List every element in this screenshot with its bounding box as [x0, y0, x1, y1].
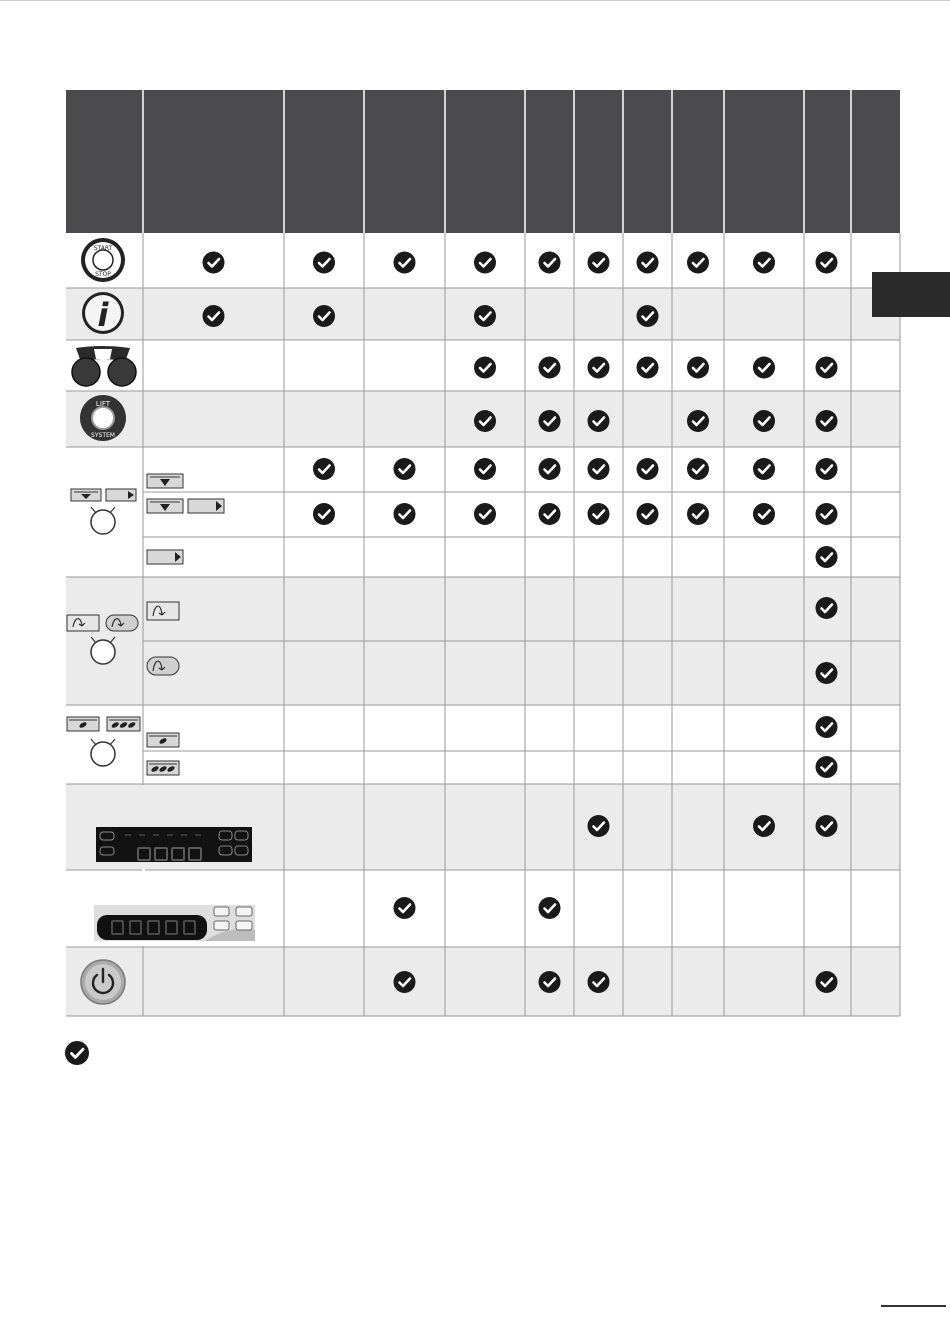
check-icon: [753, 458, 775, 480]
bottle-capsules-icon: [72, 346, 136, 386]
check-icon: [474, 503, 496, 525]
page-number-rule: [881, 1305, 946, 1307]
digital-control-panel-icon: [96, 827, 252, 862]
check-icon: [816, 716, 838, 738]
water-level-selector-icon: [71, 489, 136, 534]
check-icon: [313, 252, 335, 274]
check-icon: [474, 252, 496, 274]
info-button-icon: [82, 292, 124, 334]
check-icon: [687, 503, 709, 525]
check-icon: [753, 357, 775, 379]
water-level-low-key-icon: [147, 474, 183, 488]
check-icon: [539, 357, 561, 379]
check-icon: [539, 971, 561, 993]
check-icon: [753, 252, 775, 274]
water-level-both-keys-icon: [147, 499, 224, 513]
check-icon: [394, 971, 416, 993]
check-icon: [816, 756, 838, 778]
check-icon: [539, 503, 561, 525]
check-icon: [816, 815, 838, 837]
check-icon: [687, 410, 709, 432]
row-bg-curve_single: [66, 577, 900, 641]
curve-oval-key-icon: [147, 657, 179, 675]
check-icon: [816, 458, 838, 480]
check-icon: [539, 410, 561, 432]
check-icon: [474, 357, 496, 379]
check-icon: [539, 897, 561, 919]
lcd-control-panel-icon: [94, 905, 255, 941]
check-icon: [816, 357, 838, 379]
check-icon: [816, 546, 838, 568]
check-icon: [588, 503, 610, 525]
check-icon: [588, 357, 610, 379]
check-icon: [687, 458, 709, 480]
svg-text:STOP: STOP: [95, 271, 111, 278]
check-icon: [394, 252, 416, 274]
water-level-full-key-icon: [147, 550, 183, 564]
check-icon: [816, 971, 838, 993]
check-icon: [687, 252, 709, 274]
row-bg-power: [66, 947, 900, 1016]
check-icon: [753, 410, 775, 432]
legend-check-mark: [65, 1041, 89, 1065]
check-circle-icon: [64, 1040, 90, 1066]
svg-text:LIFT: LIFT: [95, 400, 111, 408]
check-icon: [816, 597, 838, 619]
row-bg-curve_oval: [66, 641, 900, 705]
svg-text:i: i: [97, 296, 109, 334]
svg-text:SYSTEM: SYSTEM: [91, 432, 115, 439]
check-icon: [588, 458, 610, 480]
table-header: [66, 90, 900, 233]
check-icon: [637, 252, 659, 274]
legend-check-icon: [64, 1040, 90, 1066]
check-icon: [753, 503, 775, 525]
lift-system-button-icon: [80, 395, 126, 441]
curve-single-key-icon: [147, 602, 179, 620]
check-icon: [816, 503, 838, 525]
power-button-icon: [81, 960, 125, 1004]
check-icon: [394, 897, 416, 919]
check-icon: [588, 815, 610, 837]
check-icon: [474, 458, 496, 480]
check-icon: [588, 252, 610, 274]
pour-volume-selector-icon: [67, 717, 140, 766]
check-icon: [816, 252, 838, 274]
check-icon: [588, 971, 610, 993]
check-icon: [203, 252, 225, 274]
check-icon: [539, 252, 561, 274]
section-tab: [872, 272, 950, 317]
check-icon: [637, 503, 659, 525]
check-icon: [637, 305, 659, 327]
check-icon: [816, 410, 838, 432]
check-icon: [313, 503, 335, 525]
pour-triple-key-icon: [147, 761, 179, 775]
check-icon: [637, 458, 659, 480]
check-icon: [588, 410, 610, 432]
check-icon: [474, 410, 496, 432]
check-icon: [474, 305, 496, 327]
check-icon: [753, 815, 775, 837]
check-icon: [637, 357, 659, 379]
check-icon: [394, 503, 416, 525]
check-icon: [687, 357, 709, 379]
check-icon: [203, 305, 225, 327]
start-stop-knob-icon: [81, 238, 125, 282]
svg-text:START: START: [93, 245, 113, 252]
check-icon: [313, 305, 335, 327]
check-icon: [539, 458, 561, 480]
pour-single-key-icon: [147, 733, 179, 747]
check-icon: [313, 458, 335, 480]
check-icon: [394, 458, 416, 480]
check-icon: [816, 662, 838, 684]
